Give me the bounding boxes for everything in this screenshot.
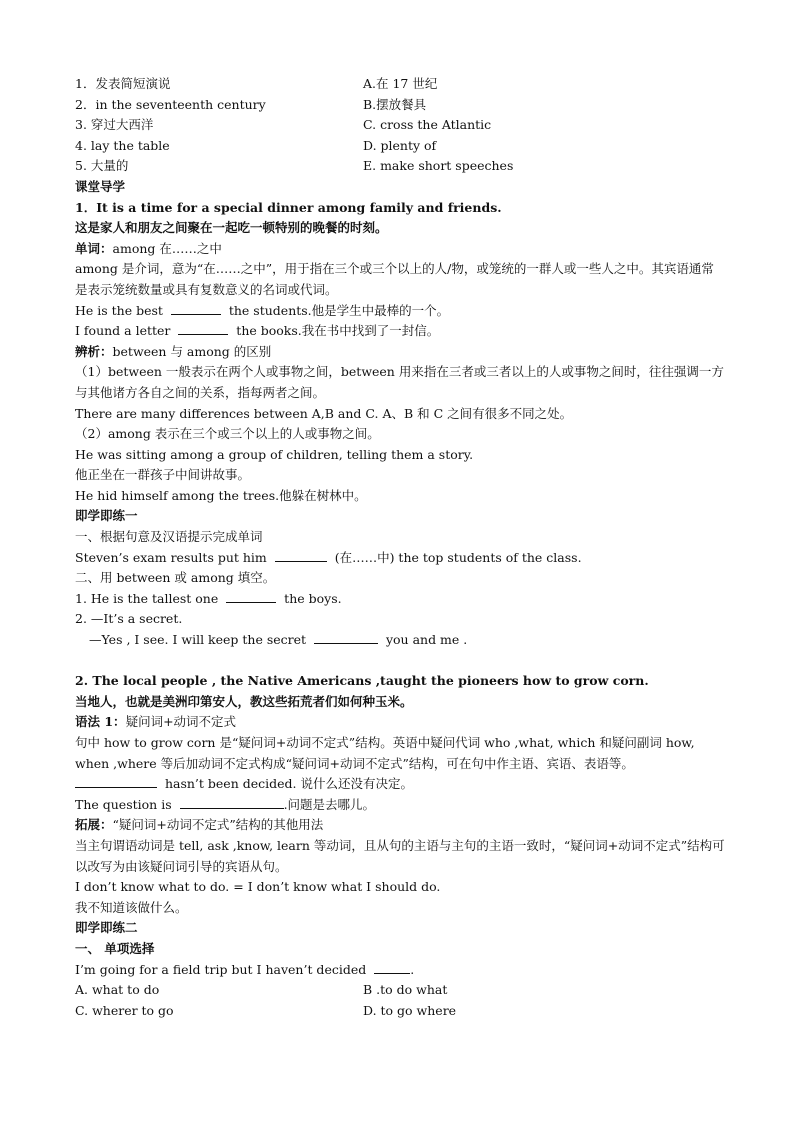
analysis-example: He hid himself among the trees.他躲在树林中。 — [75, 487, 367, 503]
sentence-title: 1．It is a time for a special dinner among family and friends. — [75, 199, 502, 215]
question-text: the boys. — [284, 590, 342, 606]
analysis-example: He was sitting among a group of children, telling them a story. — [75, 446, 474, 462]
practice-heading: 即学即练二 — [75, 920, 138, 936]
vocab-right: D. plenty of — [363, 137, 437, 153]
answer-blank[interactable] — [374, 961, 410, 974]
example-text: The question is — [75, 796, 172, 812]
grammar-line — [75, 712, 725, 733]
example-text: I found a letter — [75, 323, 171, 339]
spacer — [75, 651, 725, 672]
word-text: among 在……之中 — [112, 240, 222, 256]
sentence-translation: 这是家人和朋友之间聚在一起吃一顿特别的晚餐的时刻。 — [75, 220, 388, 236]
example-line — [75, 774, 725, 795]
vocab-row — [75, 156, 725, 177]
option-row — [75, 980, 725, 1001]
extension-example: I don’t know what to do. = I don’t know what I should do. — [75, 879, 441, 895]
answer-blank[interactable] — [178, 322, 228, 335]
word-explanation: among 是介词，意为“在……之中”，用于指在三个或三个以上的人/物，或笼统的一群人或一些人之中。其宾语通常是表示笼统数量或具有复数意义的名词或代词。 — [75, 261, 714, 297]
option-row — [75, 1001, 725, 1022]
question-text: (在……中) the top students of the class. — [334, 549, 582, 565]
extension-explanation: 当主句谓语动词是 tell, ask ,know, learn 等动词，且从句的主语与主句的主语一致时，“疑问词+动词不定式”结构可以改写为由该疑问词引导的宾语从句。 — [75, 837, 725, 874]
vocab-left: 4. lay the table — [75, 137, 170, 153]
vocab-left: 5. 大量的 — [75, 158, 129, 174]
example-text: the students.他是学生中最棒的一个。 — [228, 302, 450, 318]
vocab-right: A.在 17 世纪 — [363, 76, 438, 91]
grammar-text: 疑问词+动词不定式 — [125, 714, 237, 730]
option-a[interactable]: A. what to do — [75, 982, 160, 998]
practice-part-title: 二、用 between 或 among 填空。 — [75, 570, 276, 586]
example-text: the books.我在书中找到了一封信。 — [236, 323, 440, 339]
extension-text: “疑问词+动词不定式”结构的其他用法 — [112, 817, 324, 833]
practice-part-title: 一、 单项选择 — [75, 940, 155, 956]
sentence-title: 2. The local people , the Native Americans ,taught the pioneers how to grow corn. — [75, 673, 649, 689]
extension-example-translation: 我不知道该做什么。 — [75, 899, 188, 915]
worksheet-page — [75, 74, 725, 1021]
vocab-right: C. cross the Atlantic — [363, 117, 492, 133]
grammar-explanation: 句中 how to grow corn 是“疑问词+动词不定式”结构。英语中疑问代词 who ,what, which 和疑问副词 how, when ,where 等后加动词不定式构成“疑问词+动词不定式”结构，可在句中作主语、宾语、表语等。 — [75, 735, 695, 771]
vocab-left: 2．in the seventeenth century — [75, 96, 266, 112]
answer-blank[interactable] — [314, 631, 378, 644]
example-text: He is the best — [75, 302, 163, 318]
option-b[interactable]: B .to do what — [363, 982, 448, 998]
question-text: —Yes , I see. I will keep the secret — [89, 632, 307, 648]
analysis-example-translation: 他正坐在一群孩子中间讲故事。 — [75, 467, 251, 483]
grammar-label: 语法 1： — [75, 714, 126, 730]
vocab-right: E. make short speeches — [363, 158, 514, 174]
answer-blank[interactable] — [75, 775, 157, 788]
word-label: 单词： — [75, 240, 113, 256]
option-d[interactable]: D. to go where — [363, 1002, 457, 1018]
practice-heading: 即学即练一 — [75, 508, 138, 524]
analysis-example: There are many differences between A,B and C. A、B 和 C 之间有很多不同之处。 — [75, 405, 573, 421]
answer-blank[interactable] — [275, 549, 327, 562]
example-text: .问题是去哪儿。 — [283, 796, 376, 812]
option-c[interactable]: C. wherer to go — [75, 1002, 174, 1018]
vocab-row — [75, 115, 725, 136]
example-line — [75, 795, 725, 816]
extension-label: 拓展： — [75, 817, 113, 833]
analysis-text: between 与 among 的区别 — [112, 343, 272, 359]
question-line: 2. —It’s a secret. — [75, 611, 183, 627]
question-text: I’m going for a field trip but I haven’t decided — [75, 961, 367, 977]
answer-blank[interactable] — [171, 302, 221, 315]
sentence-translation: 当地人，也就是美洲印第安人，教这些拓荒者们如何种玉米。 — [75, 693, 413, 709]
question-text: . — [410, 961, 415, 977]
question-line — [75, 630, 725, 651]
vocab-right: B.摆放餐具 — [363, 96, 427, 112]
section-heading: 课堂导学 — [75, 178, 126, 194]
analysis-line — [75, 342, 725, 363]
question-text: Steven’s exam results put him — [75, 549, 267, 565]
question-text: you and me . — [385, 632, 468, 648]
answer-blank[interactable] — [226, 590, 276, 603]
extension-line — [75, 815, 725, 836]
word-line — [75, 239, 725, 260]
question-line — [75, 589, 725, 610]
example-text: hasn’t been decided. 说什么还没有决定。 — [164, 776, 413, 792]
practice-part-title: 一、根据句意及汉语提示完成单词 — [75, 529, 263, 545]
vocab-row — [75, 74, 725, 95]
analysis-point-2: （2）among 表示在三个或三个以上的人或事物之间。 — [75, 426, 380, 442]
analysis-point-1: （1）between 一般表示在两个人或事物之间，between 用来指在三者或三者以上的人或事物之间时，往往强调一方与其他诸方各自之间的关系，指每两者之间。 — [75, 364, 724, 400]
question-line — [75, 548, 725, 569]
vocab-row — [75, 136, 725, 157]
example-line — [75, 301, 725, 322]
analysis-label: 辨析： — [75, 343, 113, 359]
question-text: 1. He is the tallest one — [75, 590, 219, 606]
example-line — [75, 321, 725, 342]
vocab-left: 1．发表简短演说 — [75, 76, 171, 91]
vocab-row — [75, 95, 725, 116]
vocab-left: 3. 穿过大西洋 — [75, 117, 154, 133]
question-line — [75, 960, 725, 981]
answer-blank[interactable] — [180, 796, 284, 809]
